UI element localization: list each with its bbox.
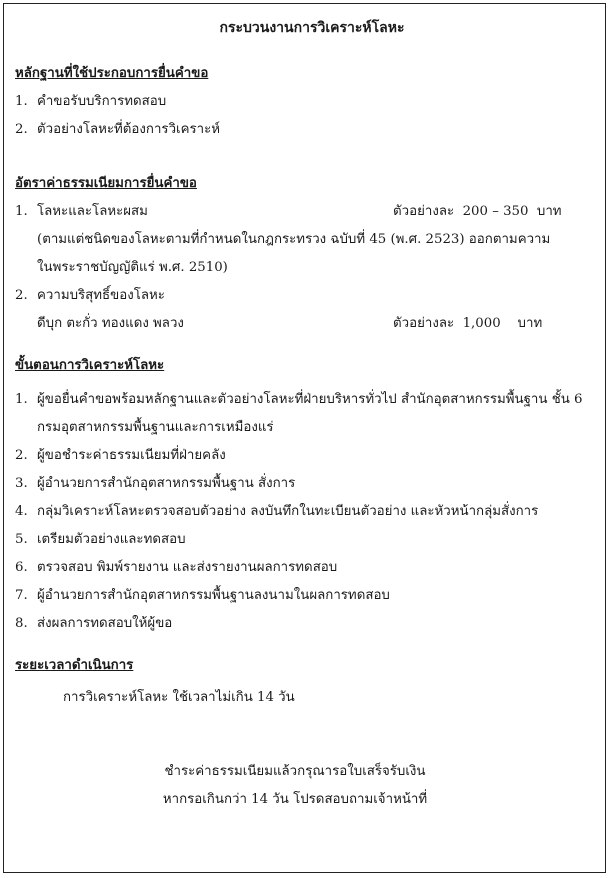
process-step [15,554,595,582]
process-step [15,386,595,442]
fee-item-metal [15,198,595,226]
process-step [15,526,595,554]
process-step [15,610,595,638]
step-text: ผู้ขอชำระค่าธรรมเนียมที่ฝ่ายคลัง [37,448,226,463]
document-body [15,14,595,814]
step-number: 1. [15,392,28,407]
evidence-item [15,88,595,116]
document-title: กระบวนงานการวิเคราะห์โลหะ [219,20,405,36]
footer-line: หากรอเกินกว่า 14 วัน โปรดสอบถามเจ้าหน้าที่ [162,792,428,807]
process-step [15,498,595,526]
step-text: ส่งผลการทดสอบให้ผู้ขอ [37,616,173,631]
fee-price: ตัวอย่างละ 200 – 350 บาท [393,204,562,219]
item-number: 1. [15,94,28,109]
process-step [15,582,595,610]
step-text: กลุ่มวิเคราะห์โลหะตรวจสอบตัวอย่าง ลงบันทึกในทะเบียนตัวอย่าง และหัวหน้ากลุ่มสั่งการ [37,504,539,519]
item-text: คำขอรับบริการทดสอบ [37,94,167,109]
step-text: ตรวจสอบ พิมพ์รายงาน และส่งรายงานผลการทดสอบ [37,560,338,575]
metal-list: ดีบุก ตะกั่ว ทองแดง พลวง [37,316,184,331]
step-number: 7. [15,588,28,603]
fee-purity-metals [15,310,595,338]
item-text: ความบริสุทธิ์ของโลหะ [37,288,165,303]
step-text: ผู้ขอยื่นคำขอพร้อมหลักฐานและตัวอย่างโลหะที่ฝ่ายบริหารทั่วไป สำนักอุตสาหกรรมพื้นฐาน ชั้น 6 กรมอุตสาหกรรมพื้นฐานและการเหมืองแร่ [37,392,583,435]
step-text: ผู้อำนวยการสำนักอุตสาหกรรมพื้นฐาน สั่งการ [37,476,296,491]
step-number: 2. [15,448,28,463]
fee-price: ตัวอย่างละ 1,000 บาท [393,316,543,331]
process-step [15,470,595,498]
step-number: 4. [15,504,28,519]
item-number: 2. [15,288,28,303]
footer-note [75,758,515,814]
item-number: 2. [15,122,28,137]
process-step [15,442,595,470]
fee-item-purity [15,282,595,310]
item-text: ตัวอย่างโลหะที่ต้องการวิเคราะห์ [37,122,220,137]
evidence-heading: หลักฐานที่ใช้ประกอบการยื่นคำขอ [15,66,209,81]
item-number: 1. [15,204,28,219]
item-text: โลหะและโลหะผสม [37,204,148,219]
process-heading: ขั้นตอนการวิเคราะห์โลหะ [15,358,165,373]
step-number: 3. [15,476,28,491]
step-text: เตรียมตัวอย่างและทดสอบ [37,532,186,547]
footer-line: ชำระค่าธรรมเนียมแล้วกรุณารอใบเสร็จรับเงิน [164,764,426,779]
duration-text: การวิเคราะห์โลหะ ใช้เวลาไม่เกิน 14 วัน [63,690,295,705]
fee-note-line: ในพระราชบัญญัติแร่ พ.ศ. 2510) [37,260,228,275]
step-number: 8. [15,616,28,631]
step-number: 5. [15,532,28,547]
evidence-item [15,116,595,144]
step-number: 6. [15,560,28,575]
step-text: ผู้อำนวยการสำนักอุตสาหกรรมพื้นฐานลงนามในผลการทดสอบ [37,588,390,603]
duration-heading: ระยะเวลาดำเนินการ [15,658,134,673]
fees-heading: อัตราค่าธรรมเนียมการยื่นคำขอ [15,176,197,191]
fee-note-line: (ตามแต่ชนิดของโลหะตามที่กำหนดในกฎกระทรวง ฉบับที่ 45 (พ.ศ. 2523) ออกตามความ [37,232,551,247]
